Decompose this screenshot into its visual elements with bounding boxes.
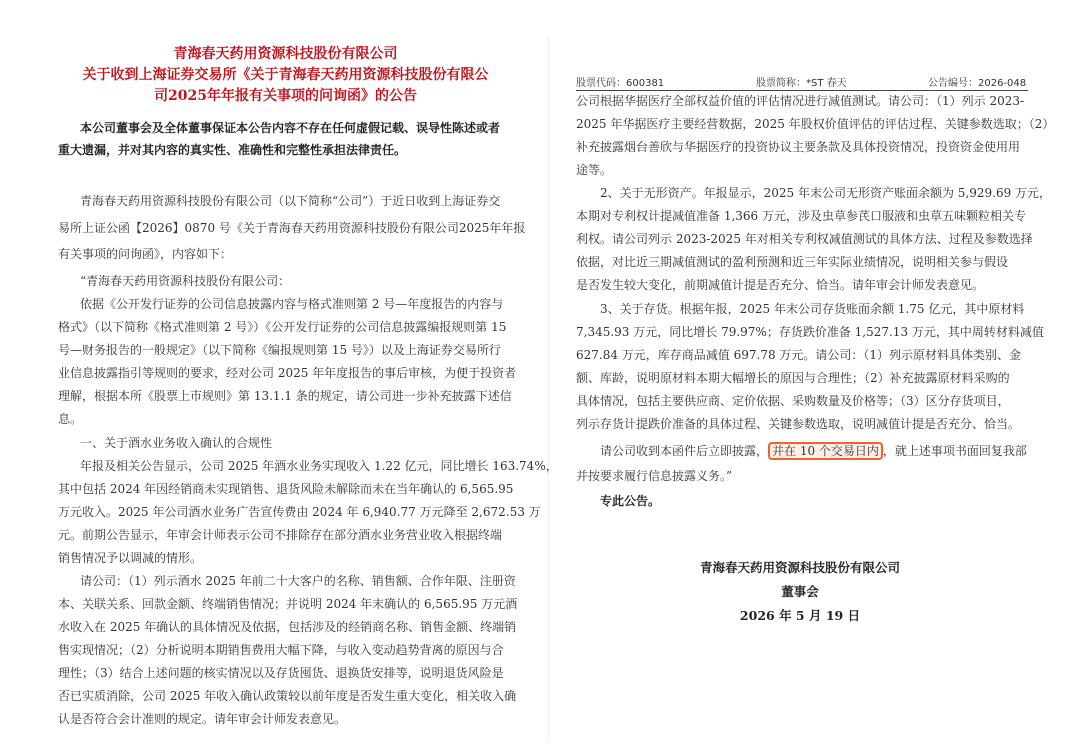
intro-line-3: 有关事项的问询函》，内容如下： — [58, 247, 233, 261]
body-line: 售实现情况；（2）分析说明本期销售费用大幅下降，与收入变动趋势背离的原因与合 — [58, 643, 504, 657]
body-line: 本、关联关系、回款金额、终端销售情况；并说明 2024 年末确认的 6,565.95 万元酒 — [58, 597, 518, 611]
left-document-page — [38, 36, 558, 741]
body-line: 7,345.93 万元，同比增长 79.97%；存货跌价准备 1,527.13 万元，其中周转材料减值 — [576, 325, 1044, 339]
body-line: 水收入在 2025 年确认的具体情况及依据，包括涉及的经销商名称、销售金额、终端销 — [58, 620, 517, 634]
signature-date: 2026 年 5 月 19 日 — [739, 608, 861, 623]
stock-code: 股票代码：600381 — [576, 78, 665, 89]
body-line: 本期对专利权计提减值准备 1,366 万元，涉及虫草参芪口服液和虫草五味颗粒相关专 — [576, 209, 1026, 223]
body-line: 公司根据华据医疗全部权益价值的评估情况进行减值测试。请公司：（1）列示 2023- — [576, 94, 1025, 108]
body-line: 理性；（3）结合上述问题的核实情况以及存货囤货、退换货安排等，说明退货风险是 — [58, 666, 504, 680]
body-line: 年报及相关公告显示，公司 2025 年酒水业务实现收入 1.22 亿元，同比增长 163.74%， — [80, 459, 558, 473]
special-notice: 专此公告。 — [600, 494, 661, 508]
body-line: “青海春天药用资源科技股份有限公司： — [80, 274, 291, 288]
closing-text-post: ，就上述事项书面回复我部 — [882, 444, 1027, 458]
body-line: 是否发生较大变化，前期减值计提是否充分、恰当。请年审会计师发表意见。 — [576, 278, 985, 292]
notice-number: 公告编号：2026-048 — [928, 78, 1027, 89]
intro-line-1: 青海春天药用资源科技股份有限公司（以下简称“公司”）于近日收到上海证券交 — [80, 194, 501, 208]
announcement-title-line-1: 青海春天药用资源科技股份有限公司 — [173, 46, 398, 62]
header-rule — [576, 90, 1028, 91]
body-line: 其中包括 2024 年因经销商未实现销售、退货风险未解除而未在当年确认的 6,565.95 — [58, 482, 514, 496]
body-line: 依据，对比近三期减值测试的盈利预测和近三年实际业绩情况，说明相关参与假设 — [576, 255, 1009, 269]
page-divider — [548, 36, 549, 741]
body-line: 列示存货计提跌价准备的具体过程、关键参数选取，说明减值计提是否充分、恰当。 — [576, 417, 1021, 431]
body-line: 627.84 万元，库存商品减值 697.78 万元。请公司：（1）列示原材料具体类别、金 — [576, 348, 1022, 362]
section-heading: 3、关于存货。根据年报，2025 年末公司存货账面余额 1.75 亿元，其中原材料 — [600, 302, 1025, 316]
board-notice-line-2: 重大遗漏，并对其内容的真实性、准确性和完整性承担法律责任。 — [58, 143, 407, 157]
body-line: 号—财务报告的一般规定》（以下简称《编报规则第 15 号》）以及上海证券交易所行 — [58, 343, 501, 357]
announcement-title-line-2: 关于收到上海证券交易所《关于青海春天药用资源科技股份有限公 — [82, 67, 489, 83]
stock-name: 股票简称：*ST 春天 — [756, 78, 847, 89]
announcement-title-line-3: 司2025年年报有关事项的问询函》的公告 — [154, 88, 417, 104]
body-line: 否已实质消除，公司 2025 年收入确认政策较以前年度是否发生重大变化，相关收入确 — [58, 689, 517, 703]
body-line: 途等。 — [576, 163, 613, 177]
body-line: 认是否符合会计准则的规定。请年审会计师发表意见。 — [58, 712, 347, 726]
closing-text-pre: 请公司收到本函件后立即披露， — [600, 444, 769, 458]
closing-line-2: 并按要求履行信息披露义务。” — [576, 469, 733, 483]
body-line: 请公司：（1）列示酒水 2025 年前二十大客户的名称、销售额、合作年限、注册资 — [80, 574, 516, 588]
body-line: 销售情况予以调减的情形。 — [58, 551, 203, 565]
closing-line-1 — [600, 442, 1027, 460]
signature-company: 青海春天药用资源科技股份有限公司 — [699, 560, 900, 575]
body-line: 具体情况，包括主要供应商、定价依据、采购数量及价格等；（3）区分存货项目， — [576, 394, 1010, 408]
body-line: 2025 年华据医疗主要经营数据，2025 年股权价值评估的评估过程、关键参数选取；（2） — [576, 117, 1055, 131]
body-line: 利权。请公司列示 2023-2025 年对相关专利权减值测试的具体方法、过程及参数选择 — [576, 232, 1033, 246]
body-line: 业信息披露指引等规则的要求，经对公司 2025 年年度报告的事后审核，为便于投资者 — [58, 366, 517, 380]
board-notice-line-1: 本公司董事会及全体董事保证本公告内容不存在任何虚假记载、误导性陈述或者 — [80, 121, 501, 135]
deadline-highlight: 并在 10 个交易日内 — [768, 442, 883, 460]
body-line: 补充披露烟台善欣与华据医疗的投资协议主要条款及具体投资情况，投资资金使用用 — [576, 140, 1021, 154]
body-line: 理解，根据本所《股票上市规则》第 13.1.1 条的规定，请公司进一步补充披露下述信 — [58, 389, 512, 403]
body-line: 依据《公开发行证券的公司信息披露内容与格式准则第 2 号—年度报告的内容与 — [80, 297, 504, 311]
intro-line-2: 易所上证公函【2026】0870 号《关于青海春天药用资源科技股份有限公司2025年年报 — [58, 221, 526, 235]
body-line: 额、库龄，说明原材料本期大幅增长的原因与合理性；（2）补充披露原材料采购的 — [576, 371, 1010, 385]
right-document-page — [560, 66, 1055, 746]
body-line: 格式》（以下简称《格式准则第 2 号》）《公开发行证券的公司信息披露编报规则第 15 — [58, 320, 507, 334]
body-line: 万元收入。2025 年公司酒水业务广告宣传费由 2024 年 6,940.77 万元降至 2,672.53 万 — [58, 505, 541, 519]
section-heading: 一、关于酒水业务收入确认的合规性 — [80, 436, 273, 450]
body-line: 息。 — [58, 412, 83, 426]
signature-board: 董事会 — [781, 584, 819, 599]
section-heading: 2、关于无形资产。年报显示，2025 年末公司无形资产账面余额为 5,929.69 万元， — [600, 186, 1052, 200]
body-line: 元。前期公告显示，年审会计师表示公司不排除存在部分酒水业务营业收入根据终端 — [58, 528, 503, 542]
